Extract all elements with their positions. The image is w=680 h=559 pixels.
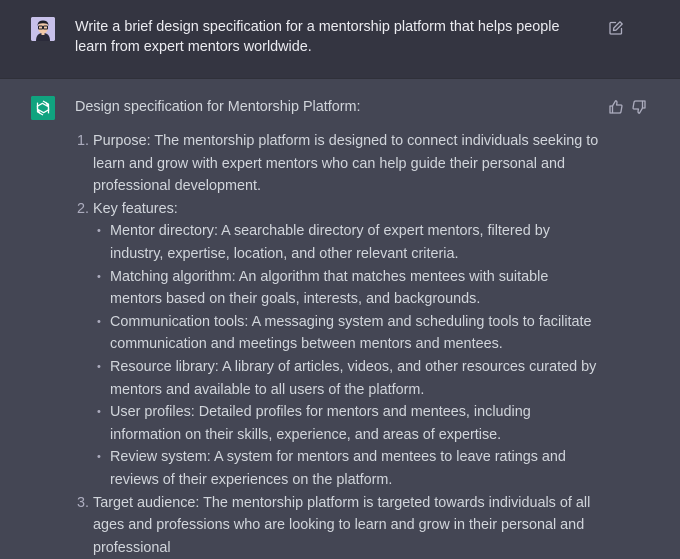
feature-item bbox=[110, 220, 600, 265]
user-message-row bbox=[0, 0, 680, 78]
feature-item bbox=[110, 311, 600, 356]
feature-text: Mentor directory: A searchable directory of expert mentors, filtered by industry, expertise, location, and other relevant criteria. bbox=[110, 223, 550, 262]
feature-text: User profiles: Detailed profiles for mentors and mentees, including information on their skills, experience, and areas of expertise. bbox=[110, 404, 531, 443]
spec-list bbox=[75, 130, 600, 559]
list-number: 3. bbox=[73, 492, 89, 515]
bullet-icon: • bbox=[97, 356, 101, 379]
feature-text: Resource library: A library of articles, videos, and other resources curated by mentors and available to all users of the platform. bbox=[110, 359, 596, 398]
openai-logo-icon bbox=[31, 96, 55, 120]
assistant-message-content bbox=[75, 97, 600, 559]
list-number: 1. bbox=[73, 130, 89, 153]
user-message-text: Write a brief design specification for a mentorship platform that helps people learn from expert mentors worldwide. bbox=[75, 17, 595, 57]
feature-item bbox=[110, 401, 600, 446]
feature-item bbox=[110, 356, 600, 401]
bullet-icon: • bbox=[97, 446, 101, 469]
feature-item bbox=[110, 446, 600, 491]
feature-text: Communication tools: A messaging system and scheduling tools to facilitate communication and meetings between mentors and mentees. bbox=[110, 314, 592, 353]
thumbs-up-icon[interactable] bbox=[608, 99, 624, 115]
feature-text: Review system: A system for mentors and mentees to leave ratings and reviews of their experiences on the platform. bbox=[110, 449, 566, 488]
list-item bbox=[93, 130, 600, 198]
bullet-icon: • bbox=[97, 220, 101, 243]
feature-item bbox=[110, 266, 600, 311]
feature-text: Matching algorithm: An algorithm that matches mentees with suitable mentors based on their goals, interests, and backgrounds. bbox=[110, 269, 548, 308]
list-item-text: Purpose: The mentorship platform is designed to connect individuals seeking to learn and grow with expert mentors who can help guide their personal and professional development. bbox=[93, 133, 598, 194]
bullet-icon: • bbox=[97, 311, 101, 334]
bullet-icon: • bbox=[97, 266, 101, 289]
bullet-icon: • bbox=[97, 401, 101, 424]
thumbs-down-icon[interactable] bbox=[631, 99, 647, 115]
assistant-message-row bbox=[0, 79, 680, 533]
edit-icon[interactable] bbox=[608, 20, 624, 36]
user-avatar-icon bbox=[31, 17, 55, 41]
list-item bbox=[93, 198, 600, 492]
list-item bbox=[93, 492, 600, 559]
features-list bbox=[93, 220, 600, 491]
list-item-text: Key features: bbox=[93, 201, 178, 217]
response-intro: Design specification for Mentorship Platform: bbox=[75, 97, 600, 117]
list-number: 2. bbox=[73, 198, 89, 221]
list-item-text: Target audience: The mentorship platform is targeted towards individuals of all ages and professions who are looking to learn and grow in their personal and professional bbox=[93, 495, 590, 556]
